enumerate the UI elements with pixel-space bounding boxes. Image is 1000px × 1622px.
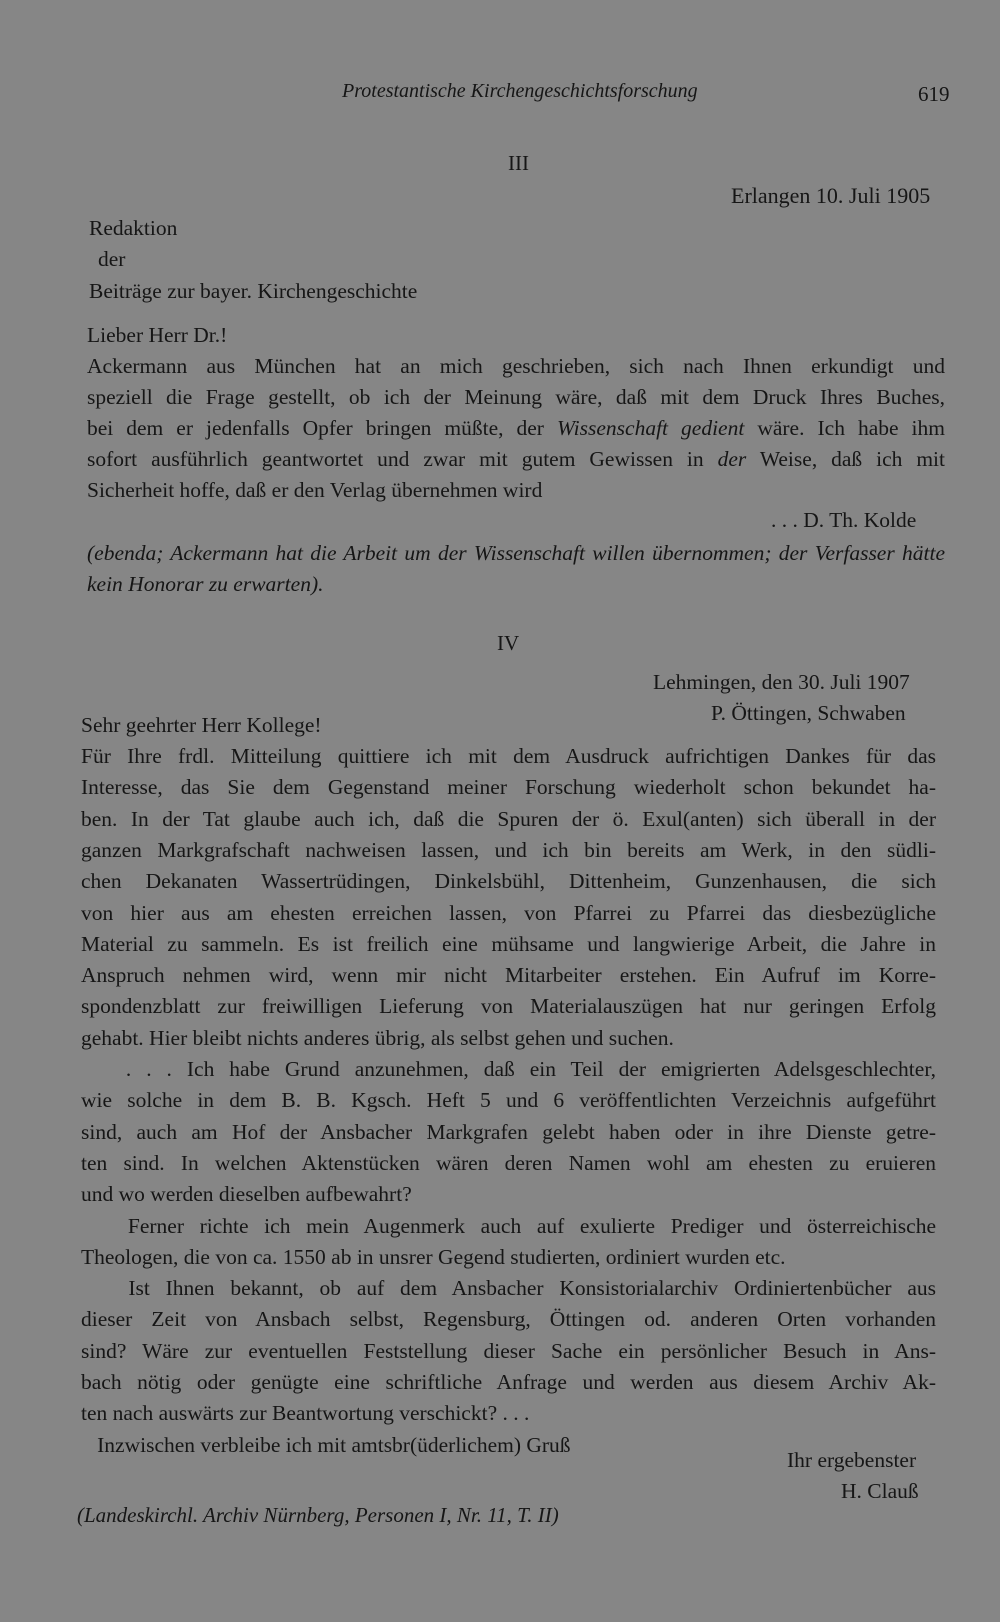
letter-3-salutation: Lieber Herr Dr.! [87, 323, 228, 347]
letter-4-body-line: sind? Wäre zur eventuellen Feststellung dieser Sache ein persönlicher Besuch in Ans- [81, 1339, 936, 1363]
letter-4-body-line: Theologen, die von ca. 1550 ab in unsrer Gegend studierten, ordiniert wurden etc. [81, 1245, 786, 1269]
letter-4-body-line: ganzen Markgrafschaft nachweisen lassen, und ich bin bereits am Werk, in den südli- [81, 838, 936, 862]
letter-4-body-line: bach nötig oder genügte eine schriftliche Anfrage und werden aus diesem Archiv Ak- [81, 1370, 936, 1394]
letter-3-body-line: Ackermann aus München hat an mich geschrieben, sich nach Ihnen erkundigt und [87, 354, 945, 378]
letter-4-body-line: gehabt. Hier bleibt nichts anderes übrig, als selbst gehen und suchen. [81, 1026, 674, 1050]
letter-4-body-line: und wo werden dieselben aufbewahrt? [81, 1182, 412, 1206]
letter-4-body-line: ten nach auswärts zur Beantwortung verschickt? . . . [81, 1401, 530, 1425]
letter-4-body-line: von hier aus am ehesten erreichen lassen, von Pfarrei zu Pfarrei das diesbezügliche [81, 901, 936, 925]
letter-4-body-line: wie solche in dem B. B. Kgsch. Heft 5 und 6 veröffentlichten Verzeichnis aufgeführt [81, 1088, 936, 1112]
letter-4-body-line: chen Dekanaten Wassertrüdingen, Dinkelsbühl, Dittenheim, Gunzenhausen, die sich [81, 869, 936, 893]
letter-4-body-line: Anspruch nehmen wird, wenn mir nicht Mitarbeiter erstehen. Ein Aufruf im Korre- [81, 963, 936, 987]
letter-4-numeral: IV [497, 631, 520, 655]
letter-3-body-line: Sicherheit hoffe, daß er den Verlag übernehmen wird [87, 478, 543, 502]
letter-3-signature: . . . D. Th. Kolde [771, 508, 917, 532]
letter-4-body-line: ben. In der Tat glaube auch ich, daß die Spuren der ö. Exul(anten) sich überall in der [81, 807, 936, 831]
letter-3-note-line: kein Honorar zu erwarten). [87, 572, 324, 596]
letter-4-body-line: Inzwischen verbleibe ich mit amtsbr(üderlichem) Gruß [81, 1433, 571, 1457]
letter-3-addressee-line: Beiträge zur bayer. Kirchengeschichte [89, 279, 418, 303]
letter-4-salutation: Sehr geehrter Herr Kollege! [81, 713, 322, 737]
letter-4-body-line: spondenzblatt zur freiwilligen Lieferung von Materialauszügen hat nur geringen Erfolg [81, 994, 936, 1018]
letter-3-note-line: (ebenda; Ackermann hat die Arbeit um der Wissenschaft willen übernommen; der Verfasser hätte [87, 541, 945, 565]
letter-3-body-line: bei dem er jedenfalls Opfer bringen müßte, der Wissenschaft gedient wäre. Ich habe ihm [87, 416, 945, 440]
letter-3-addressee-line: Redaktion [89, 216, 178, 240]
page-number: 619 [918, 82, 950, 106]
letter-4-body-line: dieser Zeit von Ansbach selbst, Regensburg, Öttingen od. anderen Orten vorhanden [81, 1307, 936, 1331]
letter-4-body-line: Ist Ihnen bekannt, ob auf dem Ansbacher Konsistorialarchiv Ordiniertenbücher aus [81, 1276, 936, 1300]
letter-4-body-line: ten sind. In welchen Aktenstücken wären deren Namen wohl am ehesten zu eruieren [81, 1151, 936, 1175]
letter-4-body-line: Ferner richte ich mein Augenmerk auch auf exulierte Prediger und österreichische [81, 1214, 936, 1238]
letter-4-body-line: sind, auch am Hof der Ansbacher Markgrafen gelebt haben oder in ihre Dienste getre- [81, 1120, 936, 1144]
running-title: Protestantische Kirchengeschichtsforschung [342, 80, 698, 102]
letter-4-source: (Landeskirchl. Archiv Nürnberg, Personen I, Nr. 11, T. II) [77, 1503, 559, 1527]
letter-4-body-line: Interesse, das Sie dem Gegenstand meiner Forschung wiederholt schon bekundet ha- [81, 775, 936, 799]
letter-3-body-line: sofort ausführlich geantwortet und zwar mit gutem Gewissen in der Weise, daß ich mit [87, 447, 945, 471]
letter-4-body-line: Material zu sammeln. Es ist freilich eine mühsame und langwierige Arbeit, die Jahre in [81, 932, 936, 956]
letter-4-closing: Ihr ergebenster [787, 1448, 917, 1472]
letter-3-addressee-line: der [98, 247, 126, 271]
letter-4-sender-place: P. Öttingen, Schwaben [711, 701, 906, 725]
letter-4-body-line: . . . Ich habe Grund anzunehmen, daß ein Teil der emigrierten Adelsgeschlechter, [81, 1057, 936, 1081]
letter-3-place-date: Erlangen 10. Juli 1905 [731, 183, 931, 208]
letter-4-body-line: Für Ihre frdl. Mitteilung quittiere ich mit dem Ausdruck aufrichtigen Dankes für das [81, 744, 936, 768]
letter-3-numeral: III [508, 151, 529, 175]
letter-3-body-line: speziell die Frage gestellt, ob ich der Meinung wäre, daß mit dem Druck Ihres Buches, [87, 385, 945, 409]
letter-4-signature: H. Clauß [841, 1479, 919, 1503]
letter-4-place-date: Lehmingen, den 30. Juli 1907 [653, 670, 910, 694]
